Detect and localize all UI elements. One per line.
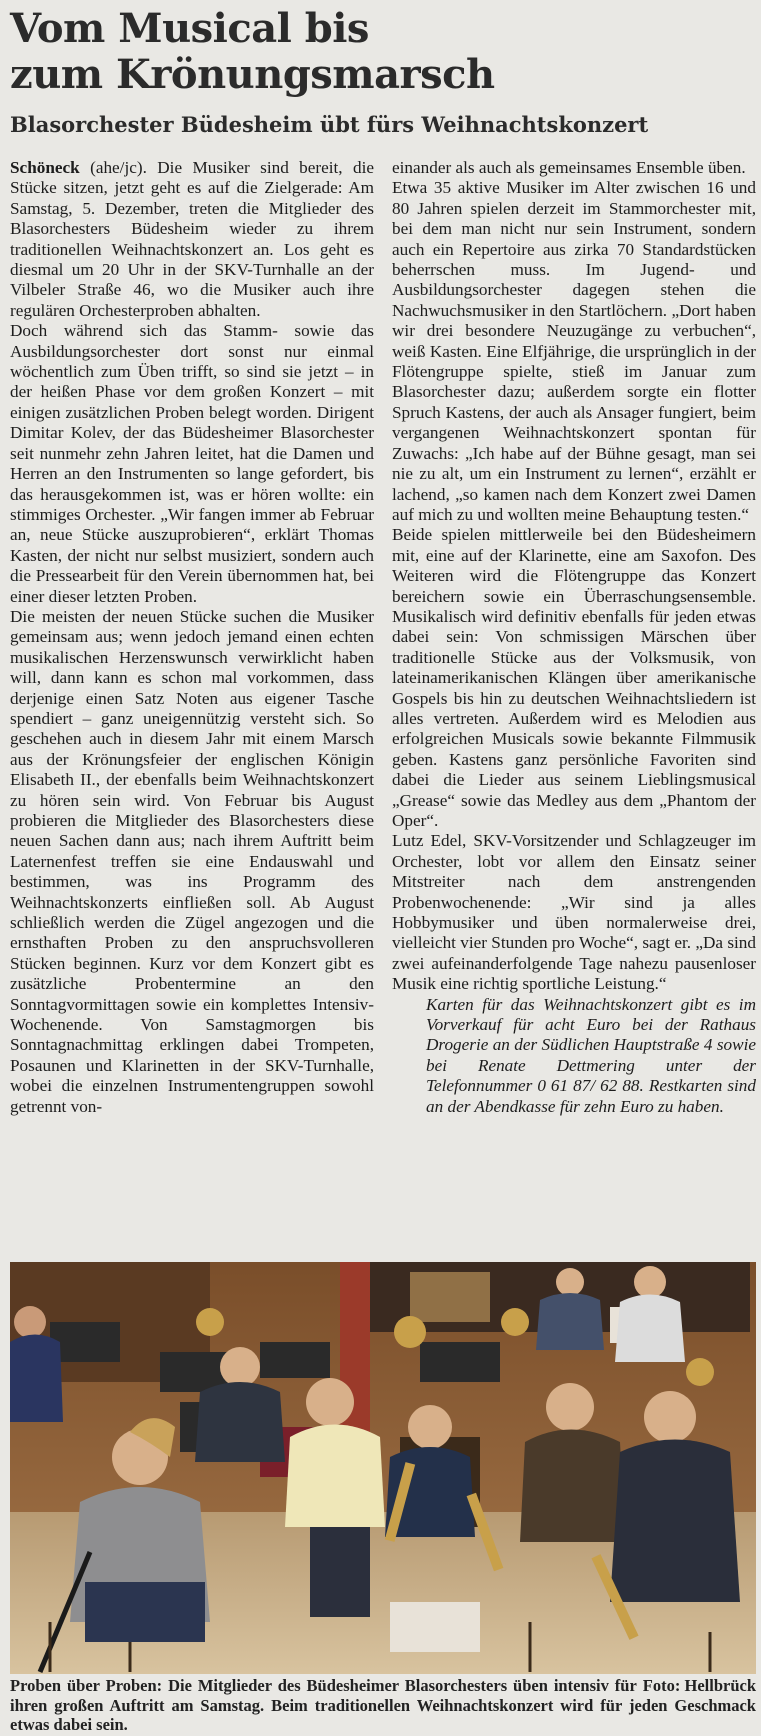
byline: (ahe/jc). [79, 158, 158, 177]
paragraph: einander als auch als gemeinsames Ensemble üben. [392, 158, 746, 177]
paragraph: Etwa 35 aktive Musiker im Alter zwischen 16 und 80 Jahren spielen derzeit im Stammorchester mit, bei dem man nicht nur sein Instrument, sondern auch ein Repertoire aus zirka 70 Standardstücken beherrschen muss. Im Jugend- und Ausbildungsorchester dagegen stehen die Nachwuchsmusiker in den Startlöchern. „Dort haben wir drei besondere Neuzugänge zu verbuchen“, weiß Kasten. Eine Elfjährige, die ursprünglich in der Flötengruppe spielte, stieß im Januar zum Blasorchester dazu; außerdem sorgte ein flotter Spruch Kastens, der auch als Ansager fungiert, beim vergangenen Weihnachtskonzert spontan für Zuwachs: „Ich habe auf der Bühne gesagt, man sei nie zu alt, um ein Instrument zu lernen“, erzählt er lachend, „so kamen nach dem Konzert zwei Damen auf mich zu und wollten meine Behauptung testen.“ [392, 178, 756, 524]
article-column-right [392, 158, 756, 1117]
ticket-info: Karten für das Weihnachtskonzert gibt es im Vorverkauf für acht Euro bei der Rathaus Drogerie an der Südlichen Hauptstraße 4 sowie bei Renate Dettmering unter der Telefonnummer 0 61 87/ 62 88. Restkarten sind an der Abendkasse für zehn Euro zu haben. [426, 994, 756, 1116]
headline-line-2: zum Krönungsmarsch [10, 51, 495, 98]
caption-text: Proben über Proben: Die Mitglieder des Büdesheimer Blasorchesters üben intensiv für ihren großen Auftritt am Samstag. Beim traditionellen Weihnachtskonzert wird für jeden Geschmack etwas dabei sein. [10, 1676, 756, 1734]
dateline: Schöneck [10, 158, 80, 177]
photo-caption [10, 1676, 756, 1735]
headline [10, 6, 750, 98]
orchestra-photo [10, 1262, 756, 1674]
subheadline: Blasorchester Büdesheim übt fürs Weihnachtskonzert [10, 112, 649, 137]
orchestra-rehearsal-illustration [10, 1262, 756, 1674]
paragraph [10, 158, 374, 321]
headline-line-1: Vom Musical bis [10, 5, 369, 52]
paragraph-text: Die Musiker sind bereit, die Stücke sitzen, jetzt geht es auf die Zielgerade: Am Samstag, 5. Dezember, treten die Mitglieder des Blasorchesters Büdesheim wieder zu ihrem traditionellen Weihnachtskonzert an. Los geht es diesmal um 20 Uhr in der SKV-Turnhalle an der Vilbeler Straße 46, wo die Musiker auch ihre regulären Orchesterproben abhalten. [10, 158, 374, 320]
photo-credit: Foto: Hellbrück [642, 1676, 756, 1695]
paragraph: Doch während sich das Stamm- sowie das Ausbildungsorchester dort sonst nur einmal wöchentlich zum Üben trifft, so sind sie jetzt – in der heißen Phase vor dem großen Konzert – mit einigen zusätzlichen Proben belegt worden. Dirigent Dimitar Kolev, der das Büdesheimer Blasorchester seit nunmehr zehn Jahren leitet, hat die Damen und Herren an den Instrumenten so lange gefordert, bis das herausgekommen ist, was er hören wollte: ein stimmiges Orchester. „Wir fangen immer ab Februar an, neue Stücke auszuprobieren“, erklärt Thomas Kasten, der nicht nur selbst musiziert, sondern auch die Pressearbeit für den Verein übernommen hat, bei einer dieser letzten Proben. [10, 321, 374, 606]
article-column-left [10, 158, 374, 1117]
paragraph: Lutz Edel, SKV-Vorsitzender und Schlagzeuger im Orchester, lobt vor allem den Einsatz seiner Mitstreiter nach dem anstrengenden Probenwochenende: „Wir sind ja alles Hobbymusiker und üben normalerweise drei, vielleicht vier Stunden pro Woche“, sagt er. „Da sind zwei aufeinanderfolgende Tage nahezu pausenloser Musik eine richtig sportliche Leistung.“ [392, 831, 756, 994]
paragraph: Beide spielen mittlerweile bei den Büdesheimern mit, eine auf der Klarinette, eine am Saxofon. Des Weiteren wird die Flötengruppe das Konzert bereichern sowie ein Überraschungsensemble. Musikalisch wird definitiv ebenfalls für jeden etwas dabei sein: Von schmissigen Märschen über traditionelle Stücke aus der Volksmusik, von lateinamerikanischen Klängen über amerikanische Gospels bis hin zu deutschen Weihnachtsliedern ist alles vertreten. Außerdem wird es Melodien aus erfolgreichen Musicals sowie bekannte Filmmusik geben. Kastens ganz persönliche Favoriten sind dabei die Lieder aus seinem Lieblingsmusical „Grease“ sowie das Medley aus dem „Phantom der Oper“. [392, 525, 756, 830]
paragraph: Die meisten der neuen Stücke suchen die Musiker gemeinsam aus; wenn jedoch jemand einen echten musikalischen Herzenswunsch verwirklicht haben will, dann kann es schon mal vorkommen, dass derjenige einen Satz Noten aus eigener Tasche spendiert – ganz uneigennützig versteht sich. So geschehen auch in diesem Jahr mit einem Marsch aus der Krönungsfeier der englischen Königin Elisabeth II., der ebenfalls beim Weihnachtskonzert zu hören sein wird. Von Februar bis August probieren die Mitglieder des Blasorchesters diese neuen Sachen dann aus; nach ihrem Auftritt beim Laternenfest treffen sie eine Endauswahl und bestimmen, was ins Programm des Weihnachtskonzerts einfließen soll. Ab August schließlich werden die Zügel angezogen und die ernsthaften Proben zu den anspruchsvolleren Stücken beginnen. Kurz vor dem Konzert gibt es zusätzliche Probentermine an den Sonntagvormittagen sowie ein komplettes Intensiv-Wochenende. Von Samstagmorgen bis Sonntagnachmittag erklingen dabei Trompeten, Posaunen und Klarinetten in der SKV-Turnhalle, wobei die einzelnen Instrumentengruppen sowohl getrennt von- [10, 606, 374, 1116]
